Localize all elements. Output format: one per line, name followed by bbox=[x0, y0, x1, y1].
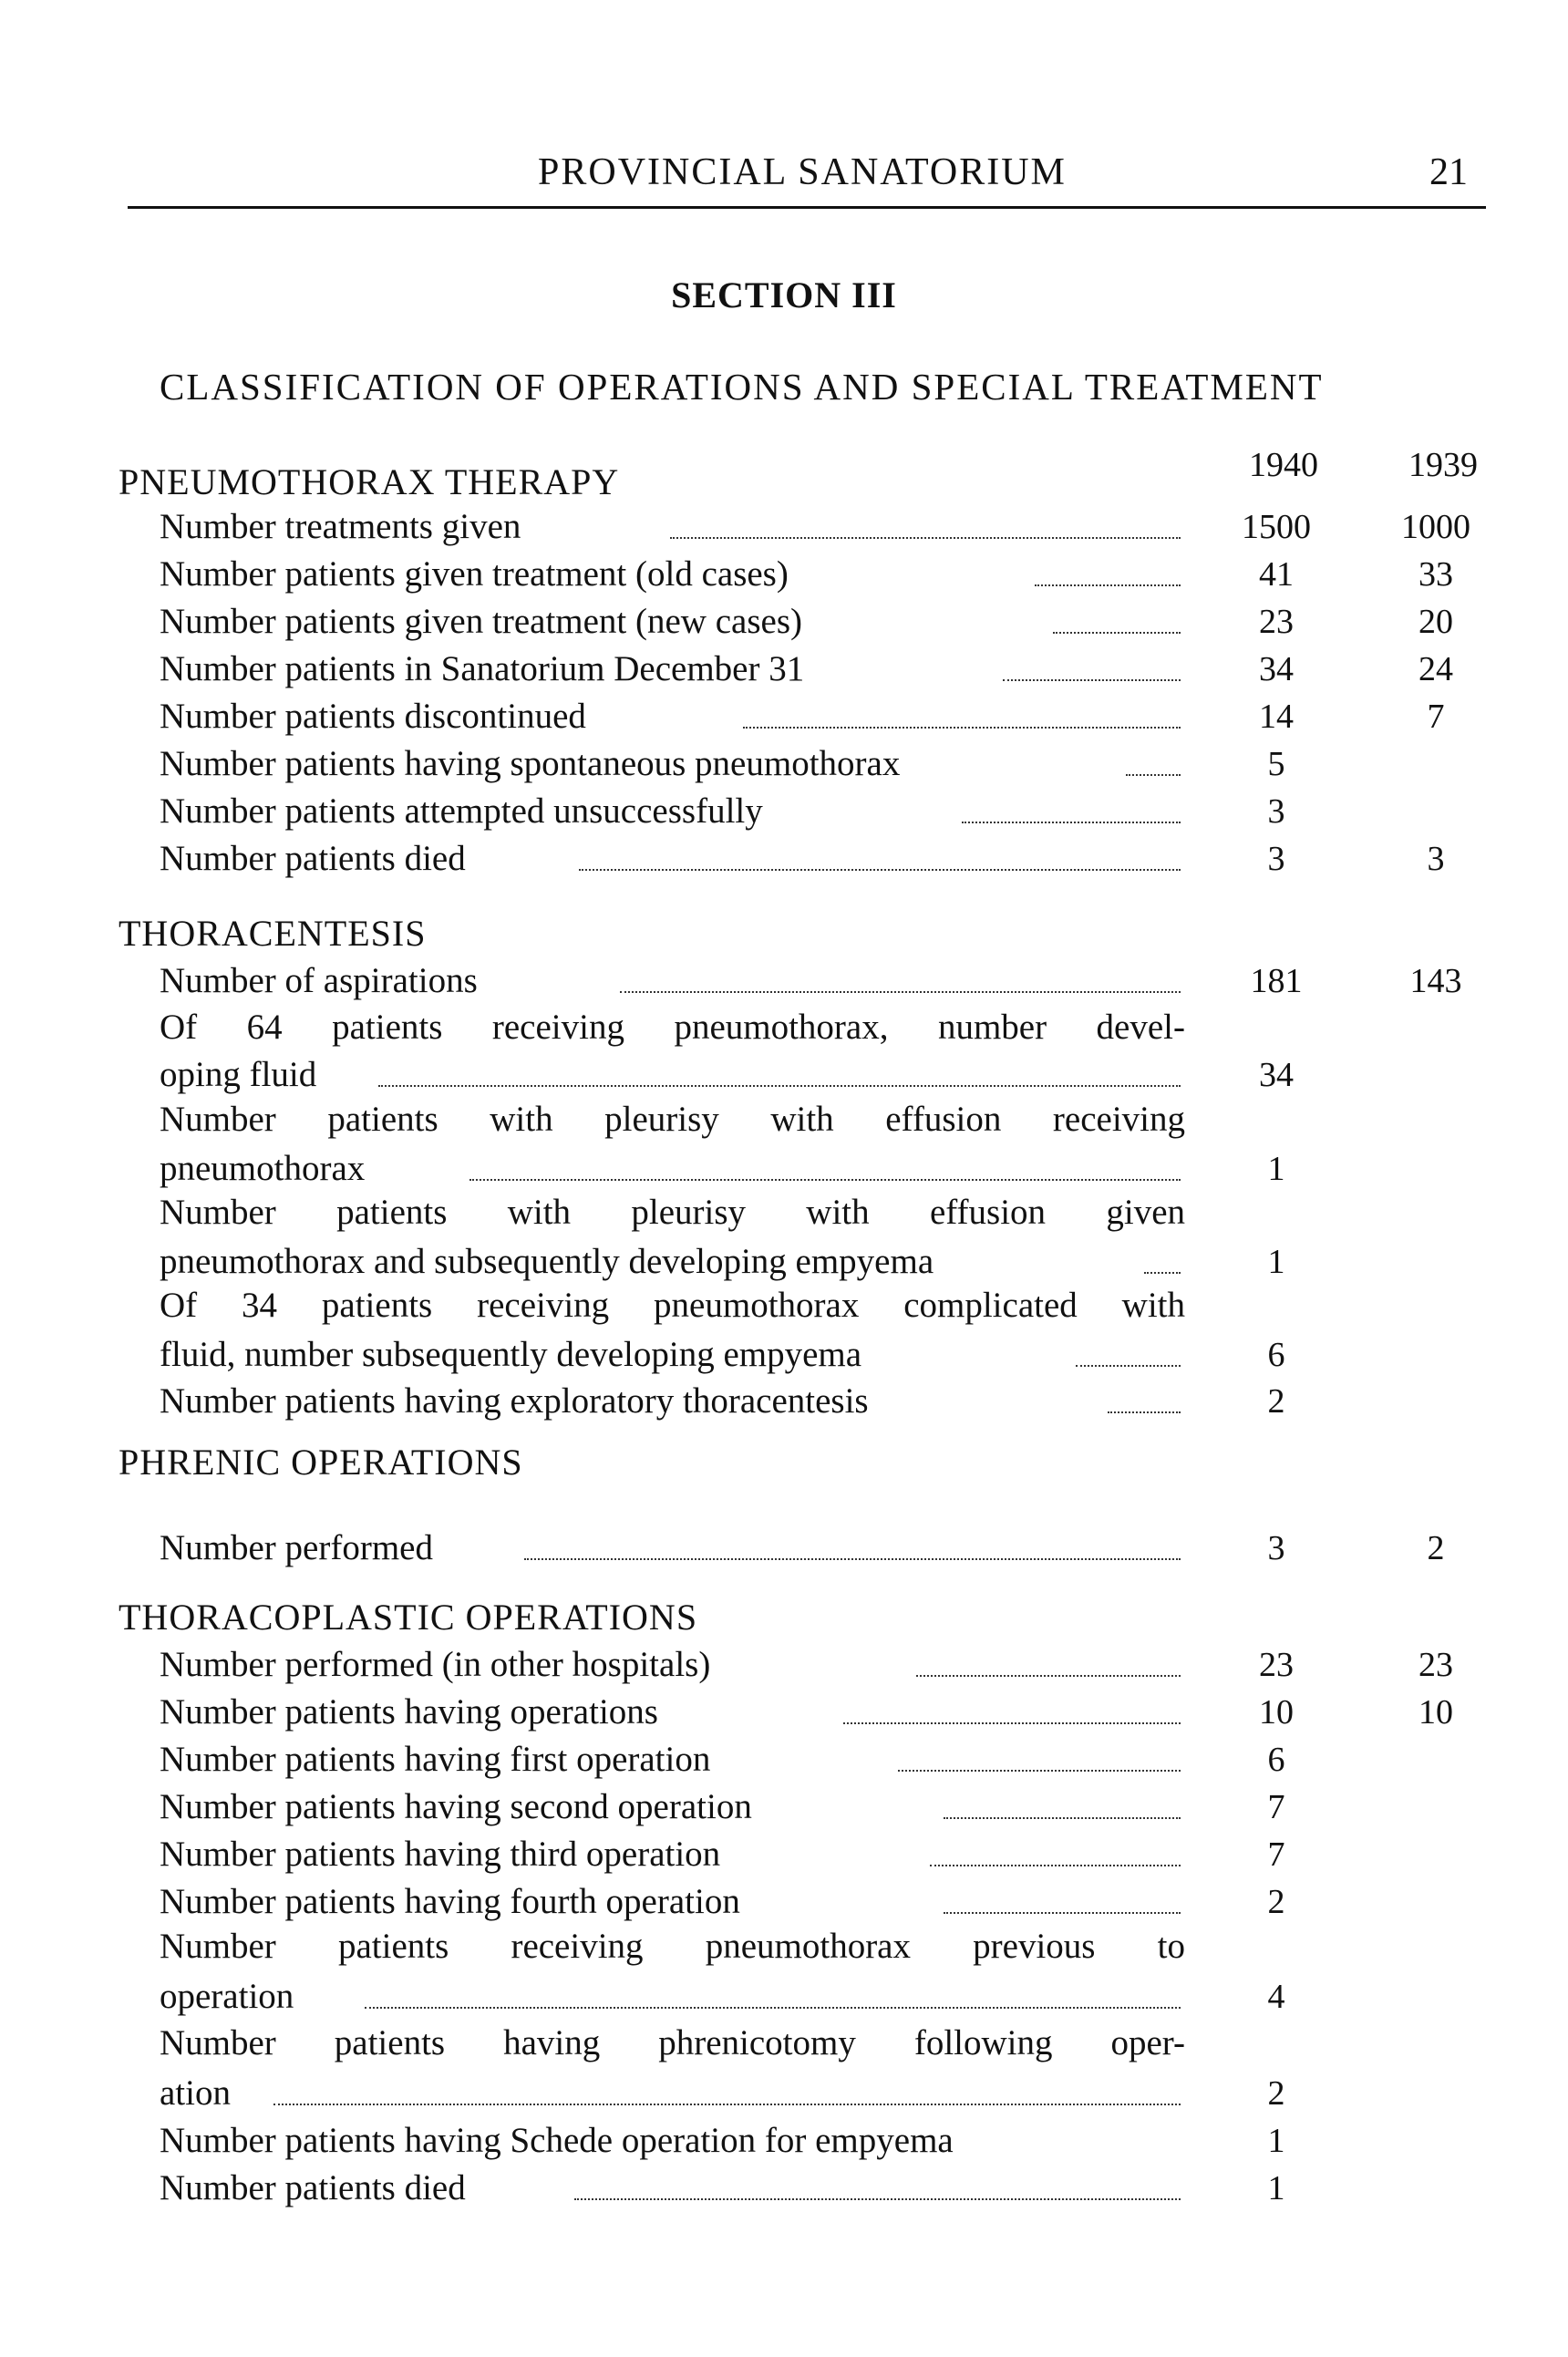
section-heading-phrenic: PHRENIC OPERATIONS bbox=[119, 1442, 523, 1483]
year-column-1939: 1939 bbox=[1408, 446, 1478, 484]
value-1940: 34 bbox=[1259, 650, 1294, 688]
table-row bbox=[160, 1525, 1491, 1572]
row-label-line: Of 64 patients receiving pneumothorax, number devel- bbox=[160, 1008, 1185, 1047]
page-number: 21 bbox=[1429, 151, 1468, 193]
table-row bbox=[160, 503, 1491, 551]
dot-leader bbox=[378, 1085, 1181, 1087]
table-row bbox=[160, 1736, 1491, 1783]
table-row bbox=[160, 740, 1491, 788]
row-label: Number patients attempted unsuccessfully bbox=[160, 791, 763, 831]
dot-leader bbox=[1126, 774, 1181, 776]
table-row bbox=[160, 1878, 1491, 1926]
value-1940: 1 bbox=[1267, 1243, 1285, 1281]
row-label: Number patients given treatment (new cases) bbox=[160, 602, 802, 641]
value-1940: 1 bbox=[1267, 1150, 1285, 1188]
dot-leader bbox=[916, 1675, 1181, 1677]
row-label: Number patients given treatment (old cases) bbox=[160, 554, 789, 594]
dot-leader bbox=[898, 1770, 1181, 1772]
value-1940: 5 bbox=[1267, 745, 1285, 783]
dot-leader bbox=[1035, 584, 1181, 586]
dot-leader bbox=[579, 869, 1181, 871]
year-column-1940: 1940 bbox=[1249, 446, 1318, 484]
table-row bbox=[160, 551, 1491, 598]
table-row bbox=[160, 2117, 1491, 2165]
row-label: Number patients having second operation bbox=[160, 1787, 752, 1826]
value-1940: 3 bbox=[1267, 840, 1285, 878]
row-label: fluid, number subsequently developing empyema bbox=[160, 1335, 862, 1374]
row-label-line: Number patients with pleurisy with effusion given bbox=[160, 1193, 1185, 1232]
dot-leader bbox=[1076, 1365, 1181, 1367]
row-label: Number patients died bbox=[160, 839, 466, 878]
value-1939: 7 bbox=[1427, 698, 1445, 736]
row-label: Number patients having Schede operation for empyema bbox=[160, 2121, 954, 2160]
row-label: pneumothorax and subsequently developing empyema bbox=[160, 1242, 934, 1281]
row-label: pneumothorax bbox=[160, 1149, 366, 1188]
row-label: oping fluid bbox=[160, 1055, 317, 1094]
row-label: Number patients having third operation bbox=[160, 1835, 721, 1874]
dot-leader bbox=[930, 1865, 1181, 1866]
row-label: Number patients died bbox=[160, 2168, 466, 2207]
section-heading: SECTION III bbox=[671, 274, 897, 315]
table-row bbox=[160, 2070, 1491, 2117]
dot-leader bbox=[743, 727, 1181, 729]
value-1939: 3 bbox=[1427, 840, 1445, 878]
section-heading-pneumothorax: PNEUMOTHORAX THERAPY bbox=[119, 461, 620, 502]
table-row bbox=[160, 1238, 1491, 1286]
table-row bbox=[160, 598, 1491, 646]
row-label-line: Number patients with pleurisy with effusion receiving bbox=[160, 1100, 1185, 1139]
table-row bbox=[160, 693, 1491, 740]
row-label-line: Number patients having phrenicotomy following oper- bbox=[160, 2023, 1185, 2062]
dot-leader bbox=[944, 1912, 1181, 1914]
row-label: Number patients having operations bbox=[160, 1692, 658, 1732]
row-label: Number patients having fourth operation bbox=[160, 1882, 740, 1921]
dot-leader bbox=[944, 1817, 1181, 1819]
running-header bbox=[128, 150, 1495, 205]
table-row bbox=[160, 788, 1491, 835]
row-label: Number patients in Sanatorium December 31 bbox=[160, 649, 805, 688]
value-1940: 4 bbox=[1267, 1978, 1285, 2016]
row-label: Number performed bbox=[160, 1528, 433, 1567]
value-1940: 23 bbox=[1259, 603, 1294, 641]
value-1939: 2 bbox=[1427, 1529, 1445, 1567]
value-1940: 2 bbox=[1267, 1382, 1285, 1421]
value-1940: 2 bbox=[1267, 1883, 1285, 1921]
table-row bbox=[160, 1378, 1491, 1425]
row-label: Number of aspirations bbox=[160, 961, 478, 1000]
section-heading-thoracoplastic: THORACOPLASTIC OPERATIONS bbox=[119, 1597, 698, 1638]
row-label: Number patients having spontaneous pneumothorax bbox=[160, 744, 901, 783]
value-1939: 23 bbox=[1418, 1646, 1453, 1684]
dot-leader bbox=[843, 1722, 1181, 1724]
row-label: Number treatments given bbox=[160, 507, 521, 546]
value-1940: 41 bbox=[1259, 555, 1294, 594]
value-1940: 1500 bbox=[1242, 508, 1311, 546]
section-heading-thoracentesis: THORACENTESIS bbox=[119, 913, 427, 954]
value-1940: 6 bbox=[1267, 1741, 1285, 1779]
table-row bbox=[160, 1831, 1491, 1878]
value-1940: 3 bbox=[1267, 792, 1285, 831]
value-1940: 3 bbox=[1267, 1529, 1285, 1567]
value-1940: 34 bbox=[1259, 1056, 1294, 1094]
dot-leader bbox=[469, 1179, 1181, 1181]
value-1940: 10 bbox=[1259, 1693, 1294, 1732]
dot-leader bbox=[1108, 1411, 1181, 1413]
running-header-title: PROVINCIAL SANATORIUM bbox=[538, 151, 1067, 193]
header-rule bbox=[128, 206, 1486, 209]
dot-leader bbox=[670, 537, 1181, 539]
value-1940: 7 bbox=[1267, 1788, 1285, 1826]
table-row bbox=[160, 1973, 1491, 2021]
dot-leader bbox=[1053, 632, 1181, 634]
row-label: ation bbox=[160, 2073, 231, 2113]
value-1940: 1 bbox=[1267, 2169, 1285, 2207]
value-1940: 7 bbox=[1267, 1835, 1285, 1874]
dot-leader bbox=[365, 2007, 1181, 2009]
value-1939: 143 bbox=[1409, 962, 1462, 1000]
value-1940: 23 bbox=[1259, 1646, 1294, 1684]
table-row bbox=[160, 646, 1491, 693]
table-row bbox=[160, 1331, 1491, 1379]
table-row bbox=[160, 1641, 1491, 1689]
table-row bbox=[160, 835, 1491, 883]
dot-leader bbox=[273, 2104, 1181, 2105]
value-1939: 10 bbox=[1418, 1693, 1453, 1732]
dot-leader bbox=[524, 1558, 1181, 1560]
page-title: CLASSIFICATION OF OPERATIONS AND SPECIAL TREATMENT bbox=[160, 366, 1324, 408]
value-1940: 1 bbox=[1267, 2122, 1285, 2160]
dot-leader bbox=[1144, 1272, 1181, 1274]
value-1940: 14 bbox=[1259, 698, 1294, 736]
row-label-line: Number patients receiving pneumothorax previous to bbox=[160, 1927, 1185, 1966]
row-label: operation bbox=[160, 1977, 294, 2016]
dot-leader bbox=[1003, 679, 1181, 681]
table-row bbox=[160, 1689, 1491, 1736]
table-row bbox=[160, 1051, 1491, 1099]
dot-leader bbox=[574, 2198, 1181, 2200]
dot-leader bbox=[620, 991, 1181, 993]
row-label: Number patients discontinued bbox=[160, 697, 586, 736]
value-1939: 1000 bbox=[1401, 508, 1470, 546]
value-1940: 181 bbox=[1250, 962, 1303, 1000]
row-label: Number performed (in other hospitals) bbox=[160, 1645, 711, 1684]
row-label: Number patients having exploratory thoracentesis bbox=[160, 1381, 869, 1421]
table-row bbox=[160, 957, 1491, 1005]
value-1939: 24 bbox=[1418, 650, 1453, 688]
table-row bbox=[160, 1145, 1491, 1193]
table-row bbox=[160, 1783, 1491, 1831]
value-1940: 6 bbox=[1267, 1336, 1285, 1374]
row-label-line: Of 34 patients receiving pneumothorax complicated with bbox=[160, 1286, 1185, 1325]
value-1939: 20 bbox=[1418, 603, 1453, 641]
dot-leader bbox=[962, 822, 1181, 823]
value-1939: 33 bbox=[1418, 555, 1453, 594]
row-label: Number patients having first operation bbox=[160, 1740, 711, 1779]
value-1940: 2 bbox=[1267, 2074, 1285, 2113]
table-row bbox=[160, 2165, 1491, 2212]
